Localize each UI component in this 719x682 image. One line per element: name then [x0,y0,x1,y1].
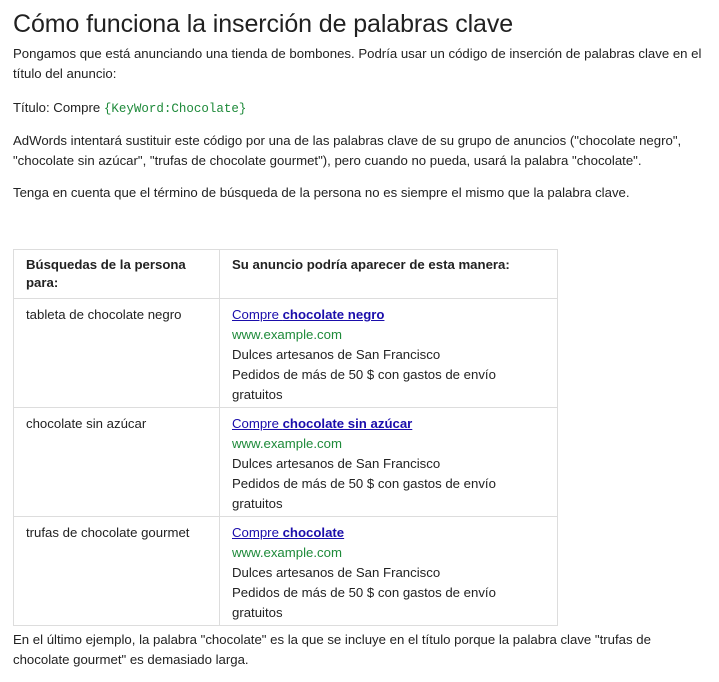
ad-title-keyword: chocolate sin azúcar [282,416,413,431]
examples-table [13,249,558,626]
ad-description-1: Dulces artesanos de San Francisco [232,456,441,471]
ad-title-prefix: Compre [232,525,283,540]
keyword-code: {KeyWord:Chocolate} [103,102,247,116]
ad-description-1: Dulces artesanos de San Francisco [232,347,441,362]
example-prefix: Título: Compre [13,100,104,115]
note-paragraph: Tenga en cuenta que el término de búsqueda de la persona no es siempre el mismo que la palabra clave. [13,185,630,200]
ad-description-2: Pedidos de más de 50 $ con gastos de envío gratuitos [232,585,496,620]
ad-display-url: www.example.com [232,436,342,451]
ad-title-link[interactable] [232,414,545,434]
ad-title-prefix: Compre [232,416,283,431]
ad-title-link[interactable] [232,305,545,325]
header-ad-appearance: Su anuncio podría aparecer de esta manera: [220,250,558,299]
ad-title-prefix: Compre [232,307,283,322]
ad-preview [220,408,558,517]
ad-description-2: Pedidos de más de 50 $ con gastos de envío gratuitos [232,476,496,511]
search-term: trufas de chocolate gourmet [14,517,220,626]
ad-title-link[interactable] [232,523,545,543]
ad-preview [220,517,558,626]
table-row [14,299,558,408]
ad-description-1: Dulces artesanos de San Francisco [232,565,441,580]
ad-title-keyword: chocolate [282,525,345,540]
ad-display-url: www.example.com [232,327,342,342]
example-line [13,98,708,119]
explanation-paragraph: AdWords intentará sustituir este código por una de las palabras clave de su grupo de anuncios ("chocolate negro", "chocolate sin azúcar", "trufas de chocolate gourmet"), pero cuando no pueda, usará la palabra "chocolate". [13,133,682,168]
page-title: Cómo funciona la inserción de palabras clave [13,10,514,38]
ad-display-url: www.example.com [232,545,342,560]
article [13,8,708,682]
table-row [14,408,558,517]
ad-preview [220,299,558,408]
intro-paragraph: Pongamos que está anunciando una tienda de bombones. Podría usar un código de inserción de palabras clave en el título del anuncio: [13,46,702,81]
search-term: chocolate sin azúcar [14,408,220,517]
table-header-row [14,250,558,299]
footer-paragraph: En el último ejemplo, la palabra "chocolate" es la que se incluye en el título porque la palabra clave "trufas de chocolate gourmet" es demasiado larga. [13,632,651,667]
search-term: tableta de chocolate negro [14,299,220,408]
table-row [14,517,558,626]
ad-description-2: Pedidos de más de 50 $ con gastos de envío gratuitos [232,367,496,402]
ad-title-keyword: chocolate negro [282,307,385,322]
header-searches: Búsquedas de la persona para: [14,250,220,299]
